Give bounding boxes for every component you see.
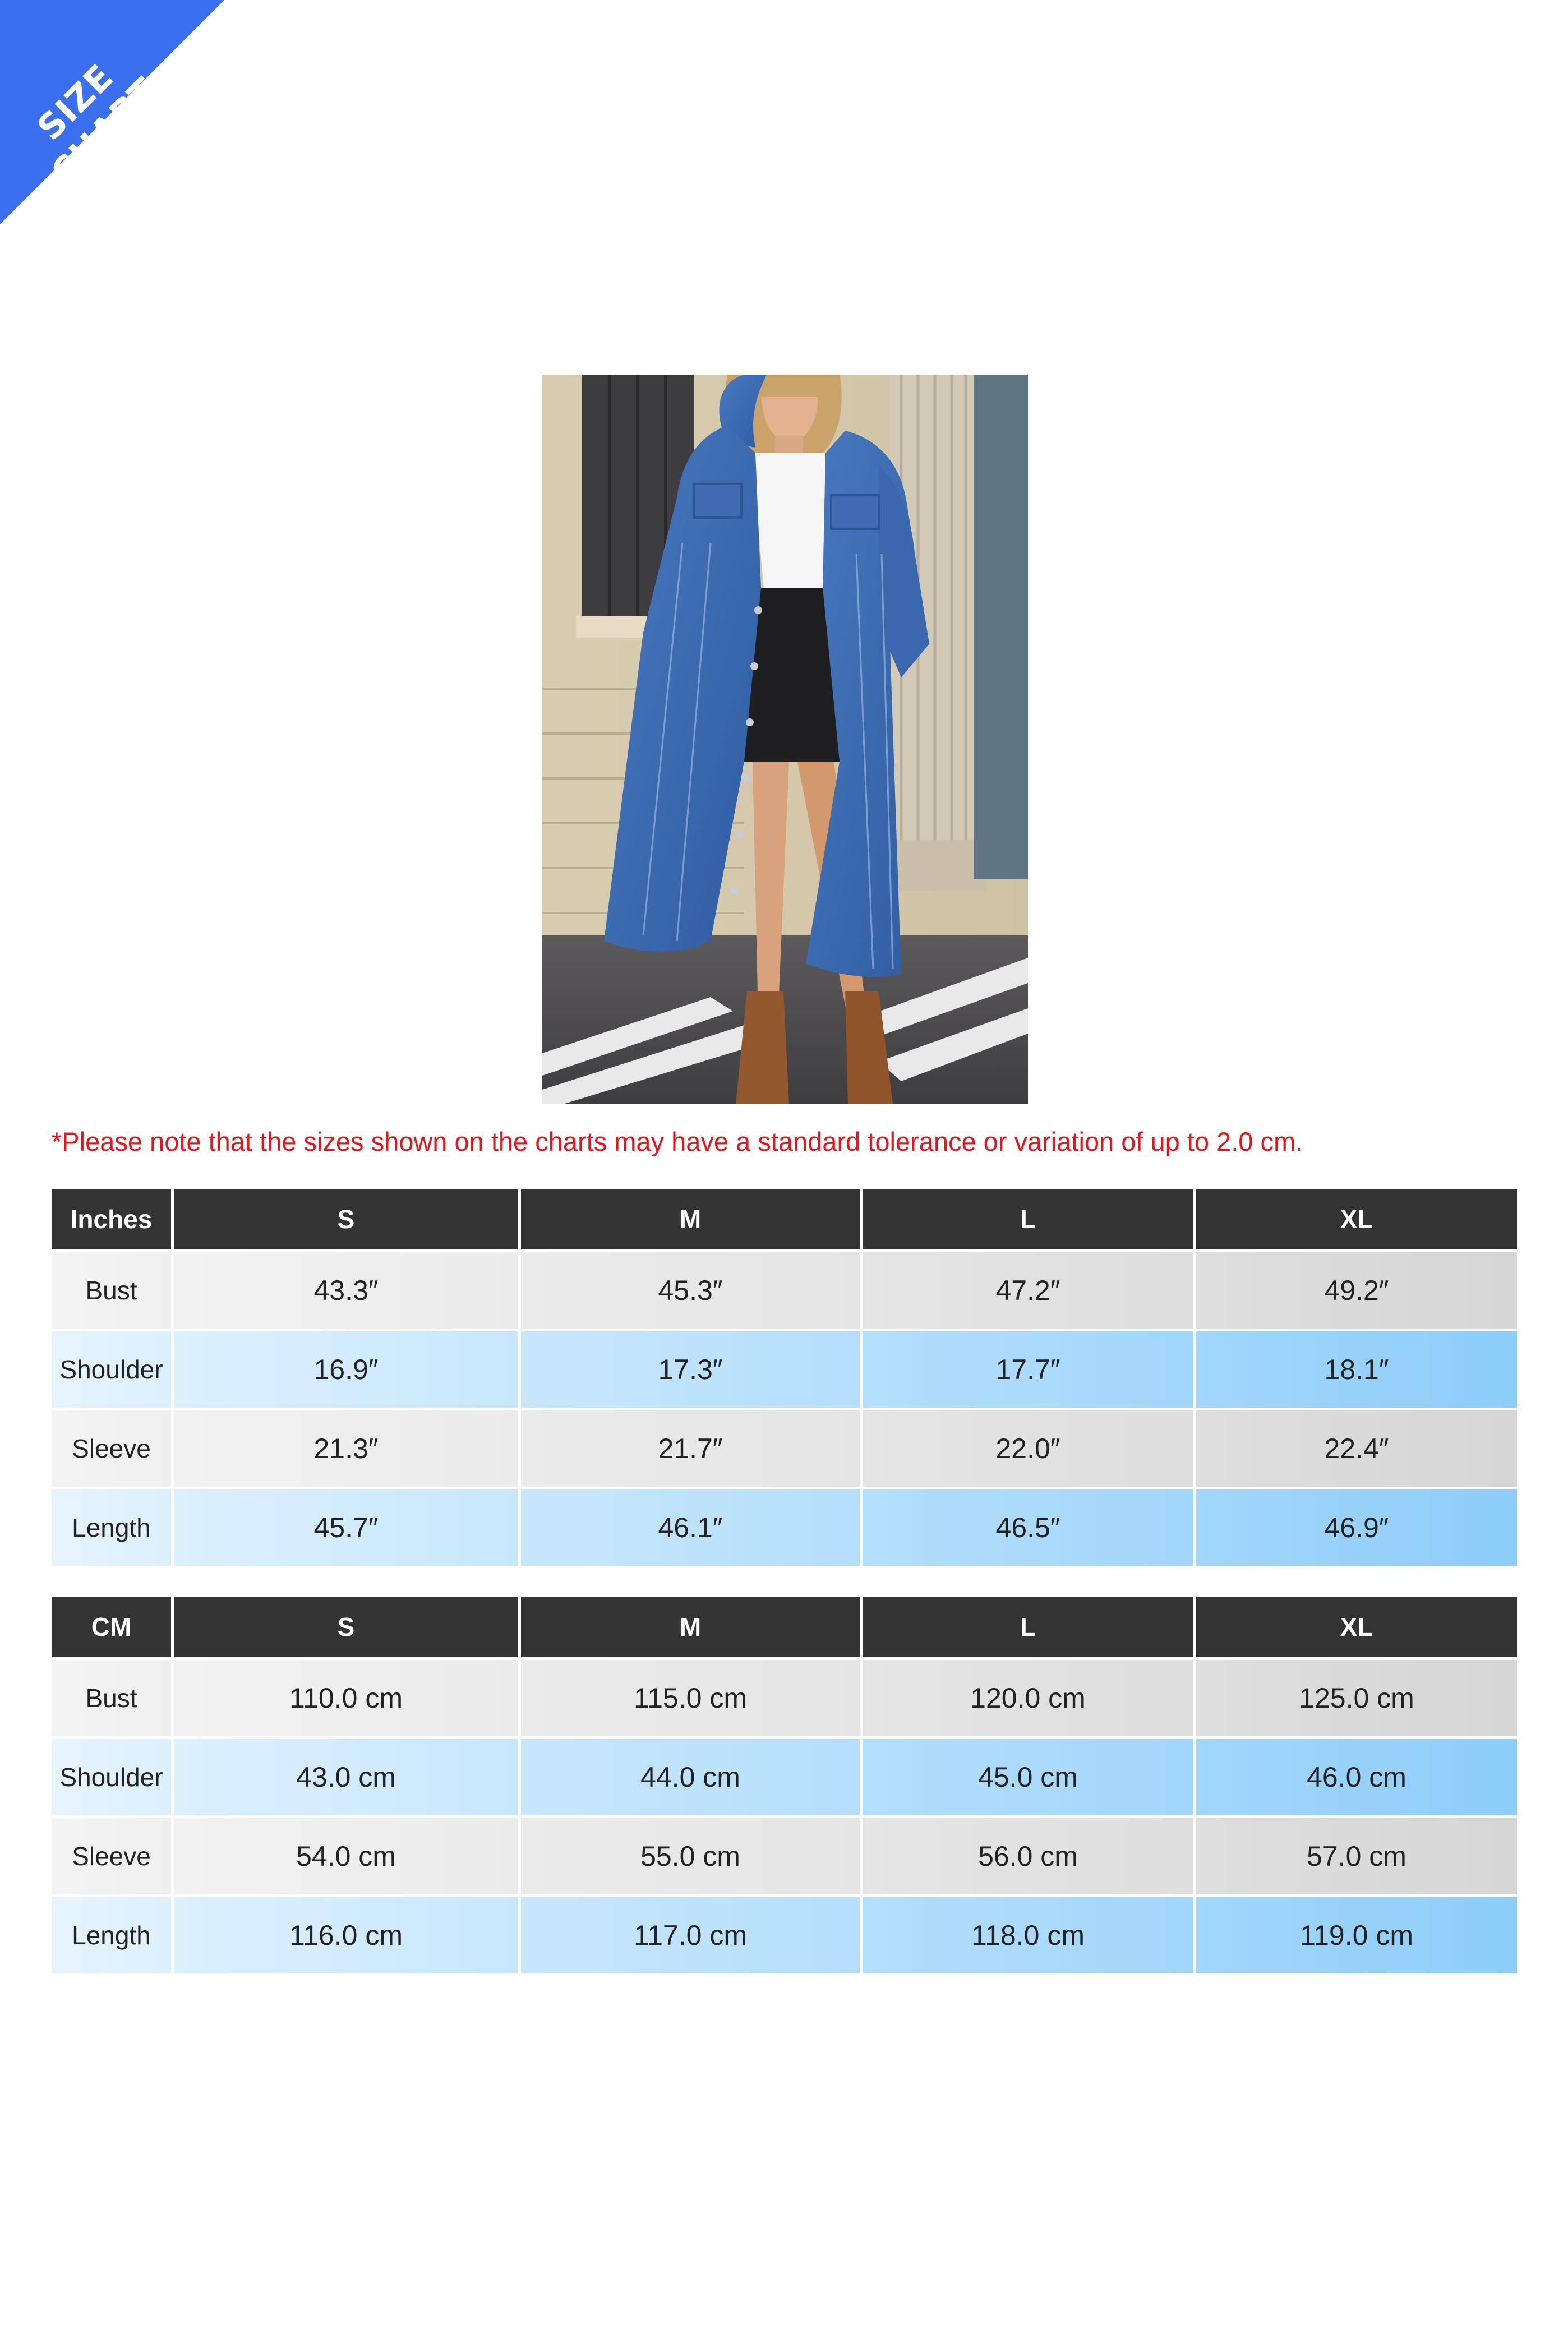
- size-header-l: L: [863, 1597, 1193, 1657]
- table-cell: 18.1″: [1196, 1331, 1517, 1408]
- row-label: Length: [52, 1897, 171, 1973]
- product-photo: [542, 375, 1028, 1104]
- table-cell: 17.3″: [521, 1331, 860, 1408]
- table-cell: 119.0 cm: [1196, 1897, 1517, 1973]
- table-cell: 47.2″: [863, 1252, 1193, 1329]
- unit-header: CM: [52, 1597, 171, 1657]
- table-row: [52, 1489, 1517, 1566]
- table-cell: 54.0 cm: [174, 1818, 518, 1894]
- table-cell: 110.0 cm: [174, 1660, 518, 1736]
- size-header-xl: XL: [1196, 1597, 1517, 1657]
- size-header-xl: XL: [1196, 1189, 1517, 1249]
- table-cell: 45.0 cm: [863, 1739, 1193, 1815]
- table-row: [52, 1410, 1517, 1487]
- size-header-s: S: [174, 1597, 518, 1657]
- table-row: [52, 1897, 1517, 1973]
- size-header-m: M: [521, 1597, 860, 1657]
- table-row: [52, 1818, 1517, 1894]
- table-cell: 115.0 cm: [521, 1660, 860, 1736]
- table-cell: 46.9″: [1196, 1489, 1517, 1566]
- table-header-row: [52, 1189, 1517, 1249]
- table-cell: 56.0 cm: [863, 1818, 1193, 1894]
- size-header-m: M: [521, 1189, 860, 1249]
- table-row: [52, 1331, 1517, 1408]
- table-row: [52, 1252, 1517, 1329]
- table-cell: 118.0 cm: [863, 1897, 1193, 1973]
- table-row: [52, 1739, 1517, 1815]
- table-cell: 43.3″: [174, 1252, 518, 1329]
- table-cell: 17.7″: [863, 1331, 1193, 1408]
- table-cell: 120.0 cm: [863, 1660, 1193, 1736]
- ribbon-label: SIZE CHART: [29, 56, 166, 193]
- size-table-cm: [49, 1594, 1520, 1976]
- size-header-s: S: [174, 1189, 518, 1249]
- table-row: [52, 1660, 1517, 1736]
- row-label: Sleeve: [52, 1410, 171, 1487]
- row-label: Bust: [52, 1252, 171, 1329]
- size-header-l: L: [863, 1189, 1193, 1249]
- table-cell: 22.4″: [1196, 1410, 1517, 1487]
- table-cell: 43.0 cm: [174, 1739, 518, 1815]
- table-cell: 49.2″: [1196, 1252, 1517, 1329]
- table-cell: 125.0 cm: [1196, 1660, 1517, 1736]
- row-label: Shoulder: [52, 1331, 171, 1408]
- size-chart-ribbon: [0, 0, 224, 224]
- table-cell: 116.0 cm: [174, 1897, 518, 1973]
- table-cell: 45.7″: [174, 1489, 518, 1566]
- table-cell: 22.0″: [863, 1410, 1193, 1487]
- table-cell: 117.0 cm: [521, 1897, 860, 1973]
- size-table-inches: [49, 1186, 1520, 1569]
- table-cell: 57.0 cm: [1196, 1818, 1517, 1894]
- table-cell: 45.3″: [521, 1252, 860, 1329]
- row-label: Sleeve: [52, 1818, 171, 1894]
- row-label: Bust: [52, 1660, 171, 1736]
- tolerance-note: *Please note that the sizes shown on the charts may have a standard tolerance or variation of up to 2.0 cm.: [52, 1127, 1303, 1156]
- table-cell: 44.0 cm: [521, 1739, 860, 1815]
- table-cell: 21.7″: [521, 1410, 860, 1487]
- table-cell: 46.1″: [521, 1489, 860, 1566]
- unit-header: Inches: [52, 1189, 171, 1249]
- table-cell: 55.0 cm: [521, 1818, 860, 1894]
- table-cell: 46.5″: [863, 1489, 1193, 1566]
- table-cell: 21.3″: [174, 1410, 518, 1487]
- row-label: Length: [52, 1489, 171, 1566]
- table-cell: 16.9″: [174, 1331, 518, 1408]
- table-cell: 46.0 cm: [1196, 1739, 1517, 1815]
- row-label: Shoulder: [52, 1739, 171, 1815]
- table-header-row: [52, 1597, 1517, 1657]
